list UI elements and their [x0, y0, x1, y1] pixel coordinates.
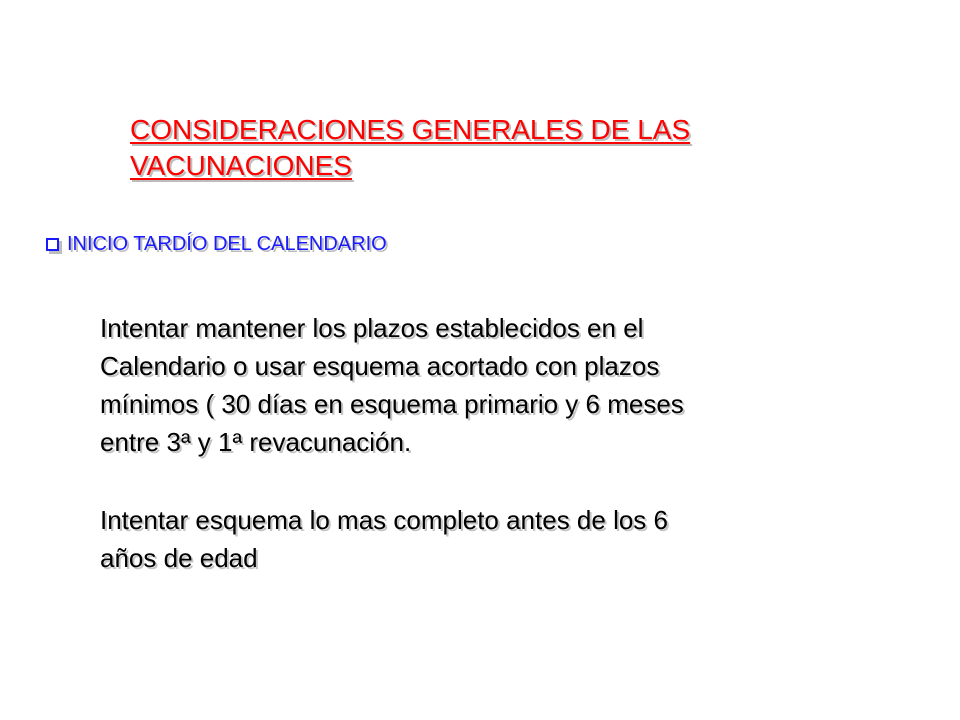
paragraph-plazos-line-1: Intentar mantener los plazos establecidos en el	[100, 313, 644, 343]
slide-title	[130, 112, 870, 184]
slide-title-line-2: VACUNACIONES	[130, 150, 352, 181]
checkbox-square-icon	[46, 238, 59, 251]
section-bullet-label: INICIO TARDÍO DEL CALENDARIO	[67, 233, 387, 255]
paragraph-plazos	[100, 309, 860, 461]
paragraph-esquema-line-2: años de edad	[100, 543, 258, 573]
paragraph-esquema-line-1: Intentar esquema lo mas completo antes de los 6	[100, 505, 668, 535]
slide-title-line-1: CONSIDERACIONES GENERALES DE LAS	[130, 114, 691, 145]
paragraph-plazos-line-3: mínimos ( 30 días en esquema primario y 6 meses	[100, 389, 684, 419]
paragraph-plazos-line-2: Calendario o usar esquema acortado con plazos	[100, 351, 660, 381]
paragraph-plazos-line-4: entre 3ª y 1ª revacunación.	[100, 427, 412, 457]
paragraph-esquema	[100, 501, 860, 577]
section-bullet	[46, 230, 387, 258]
